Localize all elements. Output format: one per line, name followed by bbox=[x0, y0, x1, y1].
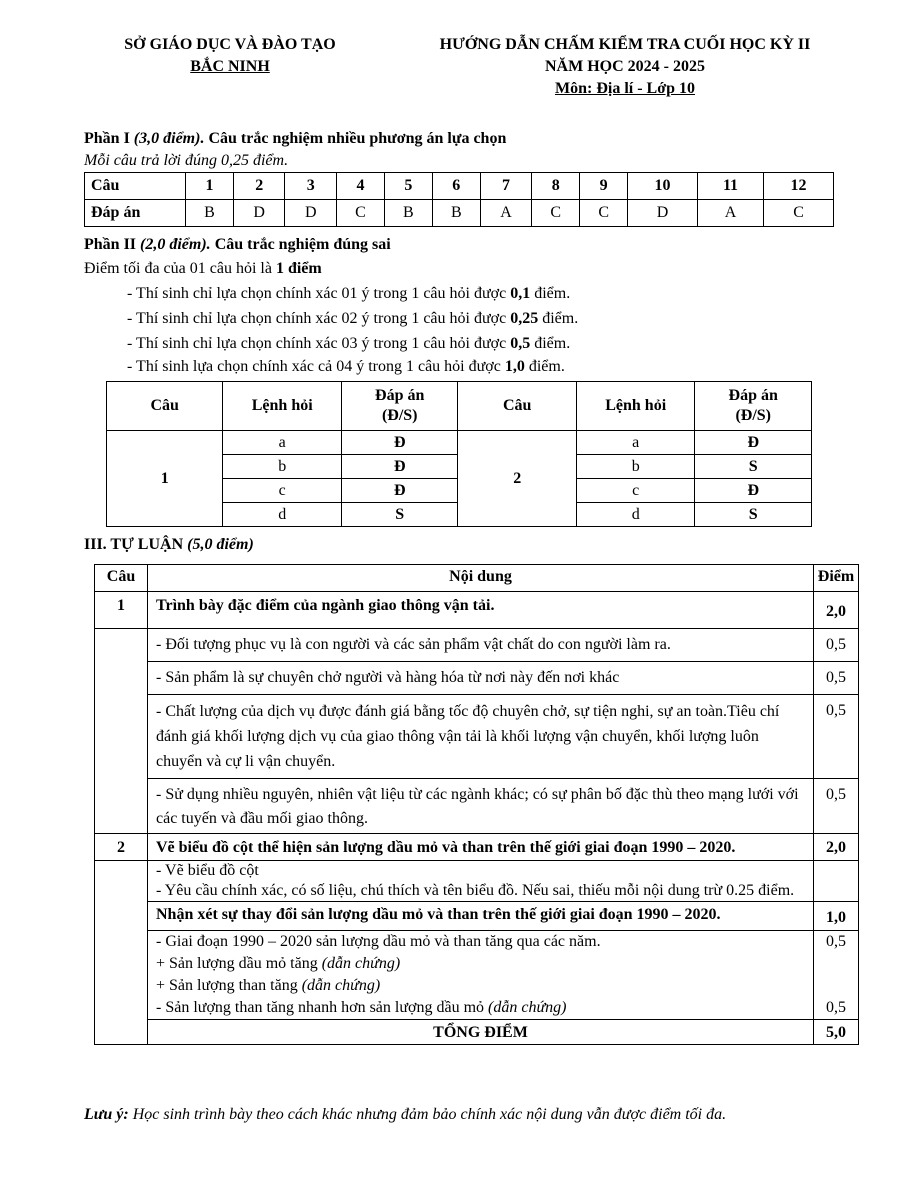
part3-title-b: (5,0 điểm) bbox=[187, 536, 254, 553]
rule-end: điểm. bbox=[524, 358, 565, 375]
rule-text: - Thí sinh chỉ lựa chọn chính xác 03 ý trong 1 câu hỏi được bbox=[127, 335, 511, 352]
question-number: 2 bbox=[233, 173, 285, 200]
rule-points: 0,5 bbox=[510, 335, 531, 352]
answer-cell: B bbox=[186, 200, 234, 227]
item-letter: a bbox=[223, 431, 342, 455]
answer-cell: C bbox=[764, 200, 834, 227]
part1-note: Mỗi câu trả lời đúng 0,25 điểm. bbox=[84, 152, 289, 169]
rule-points: 0,25 bbox=[510, 310, 539, 327]
footer-note-text: Học sinh trình bày theo cách khác nhưng đảm bảo chính xác nội dung vẫn được điểm tối đa. bbox=[128, 1106, 727, 1123]
answer-cell: Đ bbox=[341, 455, 458, 479]
item-points bbox=[814, 861, 859, 902]
question-number: 2 bbox=[458, 431, 576, 527]
table-row bbox=[95, 861, 859, 902]
document-title-block bbox=[390, 34, 860, 100]
answer-cell: Đ bbox=[695, 431, 812, 455]
footer-note-label: Lưu ý: bbox=[84, 1106, 129, 1123]
table-row bbox=[95, 592, 859, 629]
question-title: Trình bày đặc điểm của ngành giao thông vận tải. bbox=[148, 592, 814, 629]
draw-line1: - Vẽ biểu đồ cột bbox=[156, 862, 259, 879]
comment-points-1: 0,5 bbox=[826, 933, 846, 950]
footer-note bbox=[84, 1104, 726, 1126]
th-diem: Điểm bbox=[814, 565, 859, 592]
part2-header-row bbox=[107, 382, 812, 431]
part1-answer-table bbox=[84, 172, 834, 227]
part2-title-b: (2,0 điểm). bbox=[140, 236, 211, 253]
item-points bbox=[814, 931, 859, 1020]
issuer-block bbox=[80, 34, 380, 78]
rule-end: điểm. bbox=[538, 310, 579, 327]
answer-cell: A bbox=[697, 200, 763, 227]
total-row bbox=[95, 1020, 859, 1045]
question-title: Vẽ biểu đồ cột thể hiện sản lượng dầu mỏ và than trên thế giới giai đoạn 1990 – 2020. bbox=[148, 834, 814, 861]
question-number: 1 bbox=[186, 173, 234, 200]
table-row bbox=[95, 662, 859, 695]
comment-line4: - Sản lượng than tăng nhanh hơn sản lượng dầu mỏ bbox=[156, 999, 489, 1016]
part2-answer-table bbox=[106, 381, 812, 527]
part3-title-a: III. TỰ LUẬN bbox=[84, 536, 188, 553]
comment-points-2: 0,5 bbox=[826, 999, 846, 1016]
answer-cell: C bbox=[532, 200, 580, 227]
grading-item bbox=[148, 931, 814, 1020]
part2-rule bbox=[127, 356, 565, 378]
question-number: 11 bbox=[697, 173, 763, 200]
question-points: 2,0 bbox=[814, 592, 859, 629]
table-row bbox=[95, 902, 859, 931]
school-year: NĂM HỌC 2024 - 2025 bbox=[545, 58, 705, 75]
th-cau: Câu bbox=[107, 382, 223, 431]
answer-cell: C bbox=[580, 200, 628, 227]
issuer-province: BẮC NINH bbox=[190, 58, 270, 75]
question-number: 5 bbox=[384, 173, 432, 200]
part2-title bbox=[84, 234, 391, 256]
part2-rule bbox=[127, 333, 570, 355]
part1-row2-label: Đáp án bbox=[85, 200, 186, 227]
question-number: 2 bbox=[95, 834, 148, 861]
subject-line: Môn: Địa lí - Lớp 10 bbox=[555, 80, 695, 97]
th-lenh-hoi: Lệnh hỏi bbox=[223, 382, 342, 431]
part1-title-c: Câu trắc nghiệm nhiều phương án lựa chọn bbox=[204, 130, 507, 147]
question-number: 8 bbox=[532, 173, 580, 200]
answer-cell: Đ bbox=[341, 479, 458, 503]
empty-cell bbox=[95, 861, 148, 1045]
part2-max-score bbox=[84, 258, 322, 280]
part2-rule bbox=[127, 308, 578, 330]
th-dap-an bbox=[341, 382, 458, 431]
grading-item: - Đối tượng phục vụ là con người và các sản phẩm vật chất do con người làm ra. bbox=[148, 629, 814, 662]
question-number: 1 bbox=[107, 431, 223, 527]
th-dap-an-line1: Đáp án bbox=[728, 387, 778, 404]
question-points: 2,0 bbox=[814, 834, 859, 861]
document-title: HƯỚNG DẪN CHẤM KIỂM TRA CUỐI HỌC KỲ II bbox=[439, 36, 811, 53]
part3-header-row bbox=[95, 565, 859, 592]
table-row bbox=[95, 695, 859, 779]
part1-title-a: Phần I bbox=[84, 130, 134, 147]
answer-cell: D bbox=[628, 200, 698, 227]
item-letter: a bbox=[576, 431, 695, 455]
answer-cell: B bbox=[384, 200, 432, 227]
comment-line3-evidence: (dẫn chứng) bbox=[301, 977, 381, 994]
part1-title-b: (3,0 điểm). bbox=[133, 130, 205, 147]
answer-cell: Đ bbox=[695, 479, 812, 503]
table-row bbox=[95, 931, 859, 1020]
question-number: 6 bbox=[432, 173, 480, 200]
table-row bbox=[95, 629, 859, 662]
rule-points: 0,1 bbox=[510, 285, 531, 302]
comment-line3: + Sản lượng than tăng bbox=[156, 977, 302, 994]
item-points: 0,5 bbox=[814, 695, 859, 779]
answer-cell: S bbox=[695, 455, 812, 479]
part1-title bbox=[84, 128, 506, 150]
total-label: TỔNG ĐIỂM bbox=[148, 1020, 814, 1045]
th-cau: Câu bbox=[95, 565, 148, 592]
part1-row1-label: Câu bbox=[85, 173, 186, 200]
th-dap-an-line1: Đáp án bbox=[375, 387, 425, 404]
rule-text: - Thí sinh chỉ lựa chọn chính xác 01 ý trong 1 câu hỏi được bbox=[127, 285, 511, 302]
answer-cell: D bbox=[233, 200, 285, 227]
issuer-department: SỞ GIÁO DỤC VÀ ĐÀO TẠO bbox=[124, 36, 336, 53]
item-letter: c bbox=[223, 479, 342, 503]
part1-question-row bbox=[85, 173, 834, 200]
item-letter: d bbox=[576, 503, 695, 527]
th-cau: Câu bbox=[458, 382, 576, 431]
grading-item bbox=[148, 861, 814, 902]
part3-title bbox=[84, 534, 254, 556]
question-number: 9 bbox=[580, 173, 628, 200]
comment-title: Nhận xét sự thay đổi sản lượng dầu mỏ và than trên thế giới giai đoạn 1990 – 2020. bbox=[148, 902, 814, 931]
item-points: 0,5 bbox=[814, 779, 859, 834]
th-dap-an-line2: (Đ/S) bbox=[381, 407, 418, 424]
answer-cell: A bbox=[480, 200, 532, 227]
table-row bbox=[95, 779, 859, 834]
grading-item: - Sản phẩm là sự chuyên chở người và hàng hóa từ nơi này đến nơi khác bbox=[148, 662, 814, 695]
table-row bbox=[107, 431, 812, 455]
answer-cell: Đ bbox=[341, 431, 458, 455]
part2-max-value: 1 điểm bbox=[275, 260, 322, 277]
answer-cell: S bbox=[695, 503, 812, 527]
draw-line2: - Yêu cầu chính xác, có số liệu, chú thích và tên biểu đồ. Nếu sai, thiếu mỗi nội dung trừ 0.25 điểm. bbox=[156, 882, 795, 899]
part2-title-c: Câu trắc nghiệm đúng sai bbox=[210, 236, 391, 253]
answer-cell: D bbox=[285, 200, 337, 227]
part3-grading-table bbox=[94, 564, 859, 1045]
answer-cell: B bbox=[432, 200, 480, 227]
part2-title-a: Phần II bbox=[84, 236, 141, 253]
question-number: 7 bbox=[480, 173, 532, 200]
th-dap-an bbox=[695, 382, 812, 431]
comment-line1: - Giai đoạn 1990 – 2020 sản lượng dầu mỏ và than tăng qua các năm. bbox=[156, 933, 601, 950]
item-points: 0,5 bbox=[814, 662, 859, 695]
total-points: 5,0 bbox=[814, 1020, 859, 1045]
answer-cell: S bbox=[341, 503, 458, 527]
rule-text: - Thí sinh lựa chọn chính xác cả 04 ý trong 1 câu hỏi được bbox=[127, 358, 505, 375]
rule-text: - Thí sinh chỉ lựa chọn chính xác 02 ý trong 1 câu hỏi được bbox=[127, 310, 511, 327]
question-number: 1 bbox=[95, 592, 148, 629]
comment-points: 1,0 bbox=[814, 902, 859, 931]
part2-max-text: Điểm tối đa của 01 câu hỏi là bbox=[84, 260, 276, 277]
question-number: 4 bbox=[337, 173, 385, 200]
th-noi-dung: Nội dung bbox=[148, 565, 814, 592]
question-number: 3 bbox=[285, 173, 337, 200]
question-number: 10 bbox=[628, 173, 698, 200]
rule-points: 1,0 bbox=[504, 358, 525, 375]
answer-cell: C bbox=[337, 200, 385, 227]
table-row bbox=[95, 834, 859, 861]
item-points: 0,5 bbox=[814, 629, 859, 662]
item-letter: c bbox=[576, 479, 695, 503]
comment-line2-evidence: (dẫn chứng) bbox=[321, 955, 401, 972]
th-lenh-hoi: Lệnh hỏi bbox=[576, 382, 695, 431]
part1-answer-row bbox=[85, 200, 834, 227]
th-dap-an-line2: (Đ/S) bbox=[735, 407, 771, 424]
grading-item: - Sử dụng nhiều nguyên, nhiên vật liệu từ các ngành khác; có sự phân bố đặc thù theo mạng lưới với các tuyến và đầu mối giao thông. bbox=[148, 779, 814, 834]
empty-cell bbox=[95, 629, 148, 834]
question-number: 12 bbox=[764, 173, 834, 200]
rule-end: điểm. bbox=[530, 285, 571, 302]
part2-rule bbox=[127, 283, 570, 305]
comment-line2: + Sản lượng dầu mỏ tăng bbox=[156, 955, 322, 972]
item-letter: b bbox=[223, 455, 342, 479]
item-letter: b bbox=[576, 455, 695, 479]
comment-line4-evidence: (dẫn chứng) bbox=[488, 999, 567, 1016]
item-letter: d bbox=[223, 503, 342, 527]
rule-end: điểm. bbox=[530, 335, 571, 352]
grading-item: - Chất lượng của dịch vụ được đánh giá bằng tốc độ chuyên chở, sự tiện nghi, sự an toàn.Tiêu chí đánh giá khối lượng dịch vụ của giao thông vận tải là khối lượng vận chuyển, khối lượng luôn chuyển và cự li vận chuyển. bbox=[148, 695, 814, 779]
